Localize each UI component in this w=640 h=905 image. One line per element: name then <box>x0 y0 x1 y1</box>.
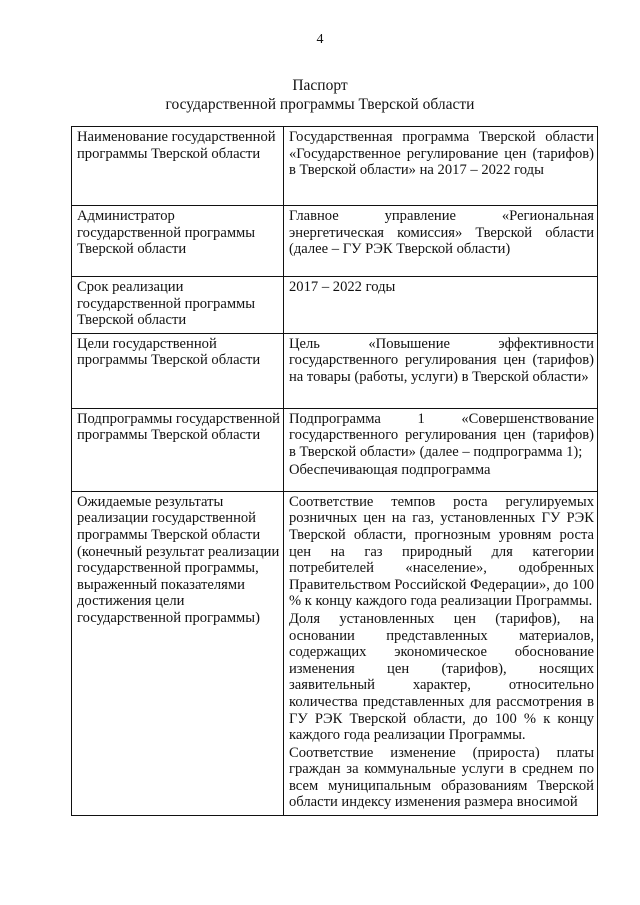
content-paragraph: Соответствие изменение (прироста) платы граждан за коммунальные услуги в среднем по всем муниципальным образованиям Тверской области индексу изменения размера вносимой <box>289 744 594 811</box>
page-number: 4 <box>316 32 324 47</box>
table-row <box>72 206 598 277</box>
row-content <box>284 206 598 277</box>
content-paragraph: 2017 – 2022 годы <box>289 279 396 295</box>
table-row <box>72 277 598 334</box>
row-content <box>284 127 598 206</box>
row-content <box>284 277 598 334</box>
document-title <box>0 76 640 114</box>
content-paragraph: Подпрограмма 1 «Совершенствование государственного регулирования цен (тарифов) в Тверской области» (далее – подпрограмма 1); <box>289 410 594 460</box>
row-label: Администратор государственной программы Тверской области <box>72 206 284 277</box>
content-paragraph: Главное управление «Региональная энергетическая комиссия» Тверской области (далее – ГУ РЭК Тверской области) <box>289 208 594 258</box>
row-content <box>284 491 598 815</box>
table-row <box>72 408 598 491</box>
table-row <box>72 127 598 206</box>
row-label: Срок реализации государственной программы Тверской области <box>72 277 284 334</box>
row-label: Ожидаемые результаты реализации государственной программы Тверской области (конечный результат реализации государственной программы, выраженный показателями достижения цели государственной программы) <box>72 491 284 815</box>
content-paragraph: Доля установленных цен (тарифов), на основании представленных материалов, содержащих экономическое обоснование изменения цен (тарифов), носящих заявительный характер, относительно количества представленных для рассмотрения в ГУ РЭК Тверской области, до 100 % к концу каждого года реализации Программы. <box>289 610 594 744</box>
passport-table <box>71 126 598 816</box>
title-line-1: Паспорт <box>292 77 348 94</box>
row-label: Наименование государственной программы Тверской области <box>72 127 284 206</box>
table-row <box>72 333 598 408</box>
row-content <box>284 333 598 408</box>
row-label: Цели государственной программы Тверской области <box>72 333 284 408</box>
content-paragraph: Обеспечивающая подпрограмма <box>289 461 491 478</box>
content-paragraph: Государственная программа Тверской области «Государственное регулирование цен (тарифов) в Тверской области» на 2017 – 2022 годы <box>289 129 594 179</box>
content-paragraph: Цель «Повышение эффективности государственного регулирования цен (тарифов) на товары (работы, услуги) в Тверской области» <box>289 335 594 385</box>
row-content <box>284 408 598 491</box>
title-line-2: государственной программы Тверской области <box>165 96 475 113</box>
content-paragraph: Соответствие темпов роста регулируемых розничных цен на газ, установленных ГУ РЭК Тверской области, прогнозным уровням роста цен на газ природный для категории потребителей «население», одобренных Правительством Российской Федерации», до 100 % к концу каждого года реализации Программы. <box>289 493 594 610</box>
table-row <box>72 491 598 815</box>
row-label: Подпрограммы государственной программы Тверской области <box>72 408 284 491</box>
